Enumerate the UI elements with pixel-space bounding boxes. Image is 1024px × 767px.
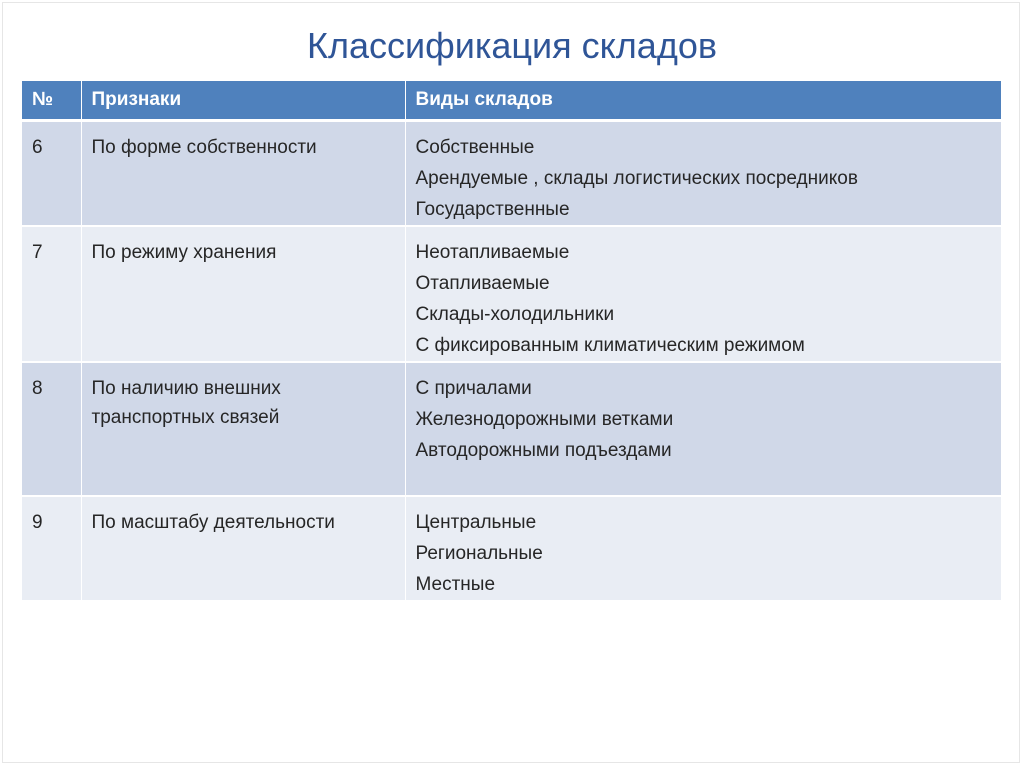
- row-types: [405, 496, 1001, 601]
- table-row: [22, 496, 1001, 601]
- table-header-row: [22, 81, 1001, 121]
- type-item: Местные: [415, 574, 496, 595]
- slide-title: Классификация складов: [307, 25, 717, 66]
- row-attribute: [81, 226, 405, 362]
- row-types: [405, 226, 1001, 362]
- attribute-text: По форме собственности: [91, 137, 317, 158]
- type-item: Центральные: [415, 512, 537, 533]
- type-item: Склады-холодильники: [415, 304, 615, 325]
- header-warehouse-types: Виды складов: [405, 81, 1001, 121]
- table-row: [22, 362, 1001, 496]
- classification-table: [22, 81, 1002, 602]
- row-number: 7: [22, 226, 81, 362]
- type-item: Собственные: [415, 137, 535, 158]
- type-item: Автодорожными подъездами: [415, 440, 672, 461]
- type-item: Арендуемые , склады логистических посредников: [415, 168, 858, 189]
- type-item: Железнодорожными ветками: [415, 409, 674, 430]
- attribute-text: По масштабу деятельности: [91, 512, 335, 533]
- row-number: 8: [22, 362, 81, 496]
- type-item: С фиксированным климатическим режимом: [415, 335, 805, 356]
- row-attribute: [81, 496, 405, 601]
- row-number: 9: [22, 496, 81, 601]
- row-types: [405, 121, 1001, 227]
- table-row: [22, 226, 1001, 362]
- row-attribute: [81, 121, 405, 227]
- table-row: [22, 121, 1001, 227]
- row-types: [405, 362, 1001, 496]
- type-item: Государственные: [415, 199, 570, 220]
- row-number: 6: [22, 121, 81, 227]
- header-attributes: Признаки: [81, 81, 405, 121]
- type-item: Региональные: [415, 543, 543, 564]
- attribute-text: По режиму хранения: [91, 242, 277, 263]
- type-item: С причалами: [415, 378, 532, 399]
- attribute-text: По наличию внешних транспортных связей: [91, 378, 281, 428]
- type-item: Неотапливаемые: [415, 242, 570, 263]
- type-item: Отапливаемые: [415, 273, 550, 294]
- header-number: №: [22, 81, 81, 121]
- row-attribute: [81, 362, 405, 496]
